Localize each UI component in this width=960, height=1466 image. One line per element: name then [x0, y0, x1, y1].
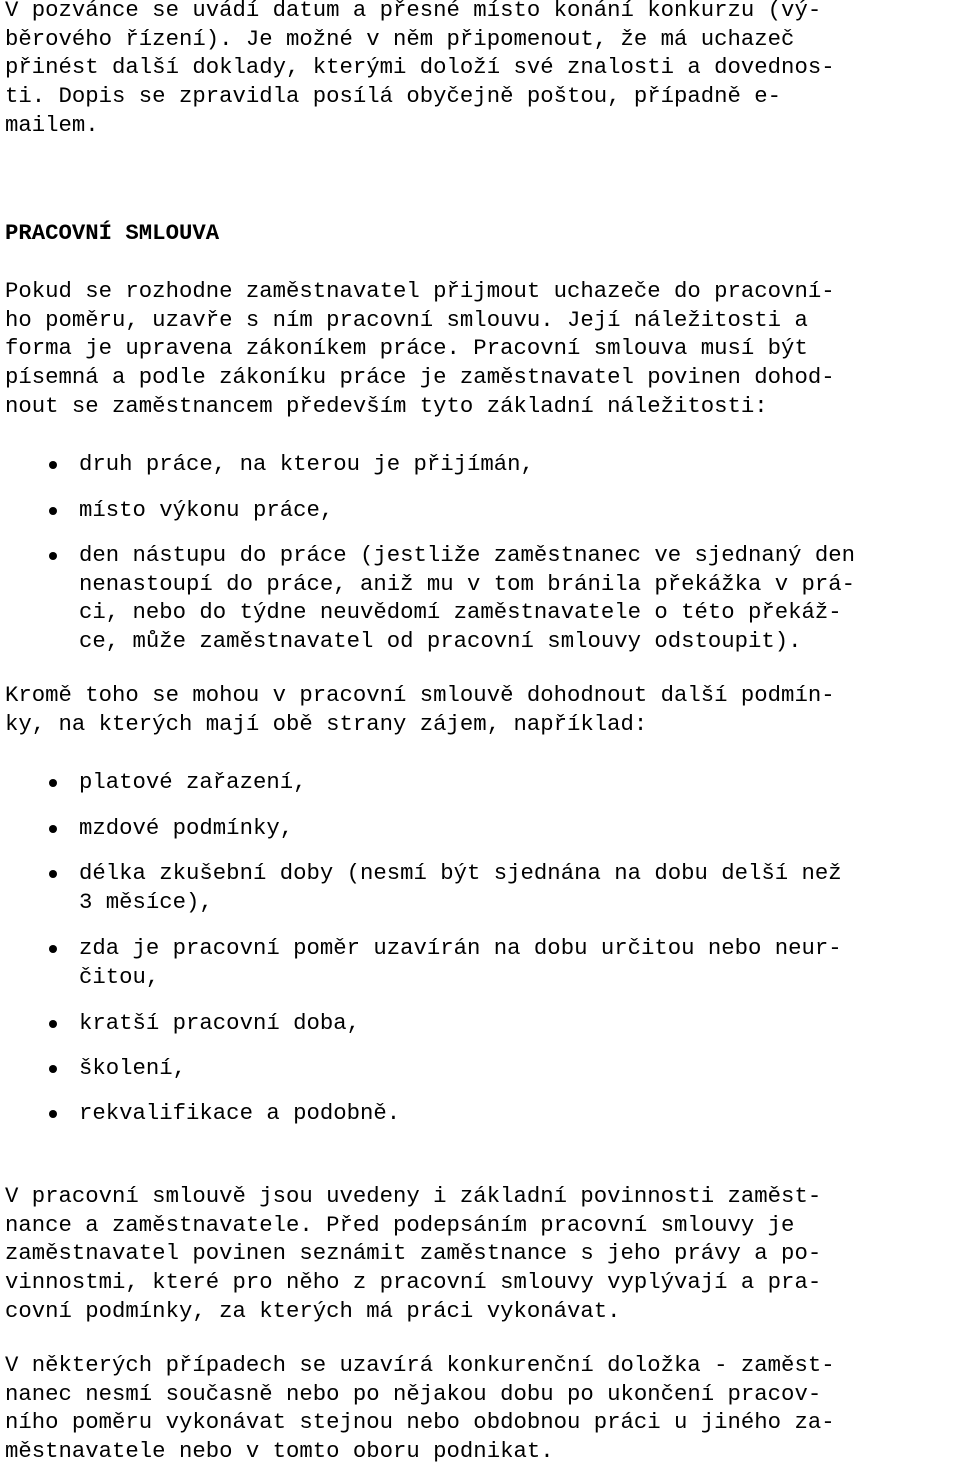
text-line: den nástupu do práce (jestliže zaměstnanec ve sjednaný den [79, 542, 856, 568]
text-line: nance a zaměstnavatele. Před podepsáním pracovní smlouvy je [5, 1211, 795, 1238]
list-item [5, 814, 293, 843]
text-line: ního poměru vykonávat stejnou nebo obdobnou práci u jiného za- [5, 1409, 835, 1436]
text-line: kratší pracovní doba, [79, 1010, 360, 1036]
section-heading: PRACOVNÍ SMLOUVA [5, 220, 220, 246]
text-line: 3 měsíce), [79, 888, 213, 915]
text-line: V pozvánce se uvádí datum a přesné místo konání konkurzu (vý- [5, 0, 822, 23]
text-line: V některých případech se uzavírá konkurenční doložka - zaměst- [5, 1352, 835, 1378]
text-line: školení, [79, 1055, 187, 1081]
text-line: ce, může zaměstnavatel od pracovní smlouvy odstoupit). [79, 628, 802, 655]
text-line: nanec nesmí současně nebo po nějakou dobu po ukončení pracov- [5, 1380, 822, 1407]
text-line: V pracovní smlouvě jsou uvedeny i základní povinnosti zaměst- [5, 1183, 822, 1209]
paragraph [5, 1351, 835, 1466]
text-line: nenastoupí do práce, aniž mu v tom bránila překážka v prá- [79, 570, 856, 597]
text-line: nout se zaměstnancem především tyto základní náležitosti: [5, 392, 768, 419]
text-line: Pokud se rozhodne zaměstnavatel přijmout uchazeče do pracovní- [5, 278, 835, 304]
text-line: forma je upravena zákoníkem práce. Pracovní smlouva musí být [5, 335, 808, 362]
text-line: písemná a podle zákoníku práce je zaměstnavatel povinen dohod- [5, 364, 835, 391]
list-item [5, 859, 842, 916]
list-item [5, 1009, 360, 1038]
text-line: druh práce, na kterou je přijímán, [79, 451, 534, 477]
text-line: Kromě toho se mohou v pracovní smlouvě dohodnout další podmín- [5, 682, 835, 708]
text-line: mailem. [5, 111, 99, 138]
text-line: místo výkonu práce, [79, 497, 334, 523]
list-item [5, 496, 333, 525]
list-item [5, 934, 842, 991]
text-line: městnavatele nebo v tomto oboru podnikat. [5, 1438, 554, 1465]
paragraph [5, 681, 835, 738]
list-item [5, 1054, 186, 1083]
text-line: ho poměru, uzavře s ním pracovní smlouvu. Její náležitosti a [5, 306, 808, 333]
list-item [5, 768, 306, 797]
text-line: platové zařazení, [79, 769, 307, 795]
text-line: zaměstnavatel povinen seznámit zaměstnance s jeho právy a po- [5, 1240, 822, 1267]
text-line: rekvalifikace a podobně. [79, 1100, 401, 1126]
intro-paragraph [5, 0, 835, 139]
list-item [5, 450, 534, 479]
paragraph [5, 277, 835, 420]
text-line: ky, na kterých mají obě strany zájem, například: [5, 710, 648, 737]
text-line: ci, nebo do týdne neuvědomí zaměstnavatele o této překáž- [79, 599, 842, 626]
text-line: vinnostmi, které pro něho z pracovní smlouvy vyplývají a pra- [5, 1269, 822, 1296]
list-item [5, 541, 855, 656]
list-item [5, 1099, 400, 1128]
text-line: běrového řízení). Je možné v něm připomenout, že má uchazeč [5, 25, 795, 52]
text-line: čitou, [79, 963, 160, 990]
text-line: ti. Dopis se zpravidla posílá obyčejně poštou, případně e- [5, 83, 782, 110]
text-line: mzdové podmínky, [79, 815, 294, 841]
text-line: délka zkušební doby (nesmí být sjednána na dobu delší než [79, 860, 842, 886]
paragraph [5, 1182, 821, 1325]
text-line: zda je pracovní poměr uzavírán na dobu určitou nebo neur- [79, 935, 842, 961]
text-line: přinést další doklady, kterými doloží své znalosti a dovednos- [5, 54, 835, 81]
text-line: covní podmínky, za kterých má práci vykonávat. [5, 1297, 621, 1324]
